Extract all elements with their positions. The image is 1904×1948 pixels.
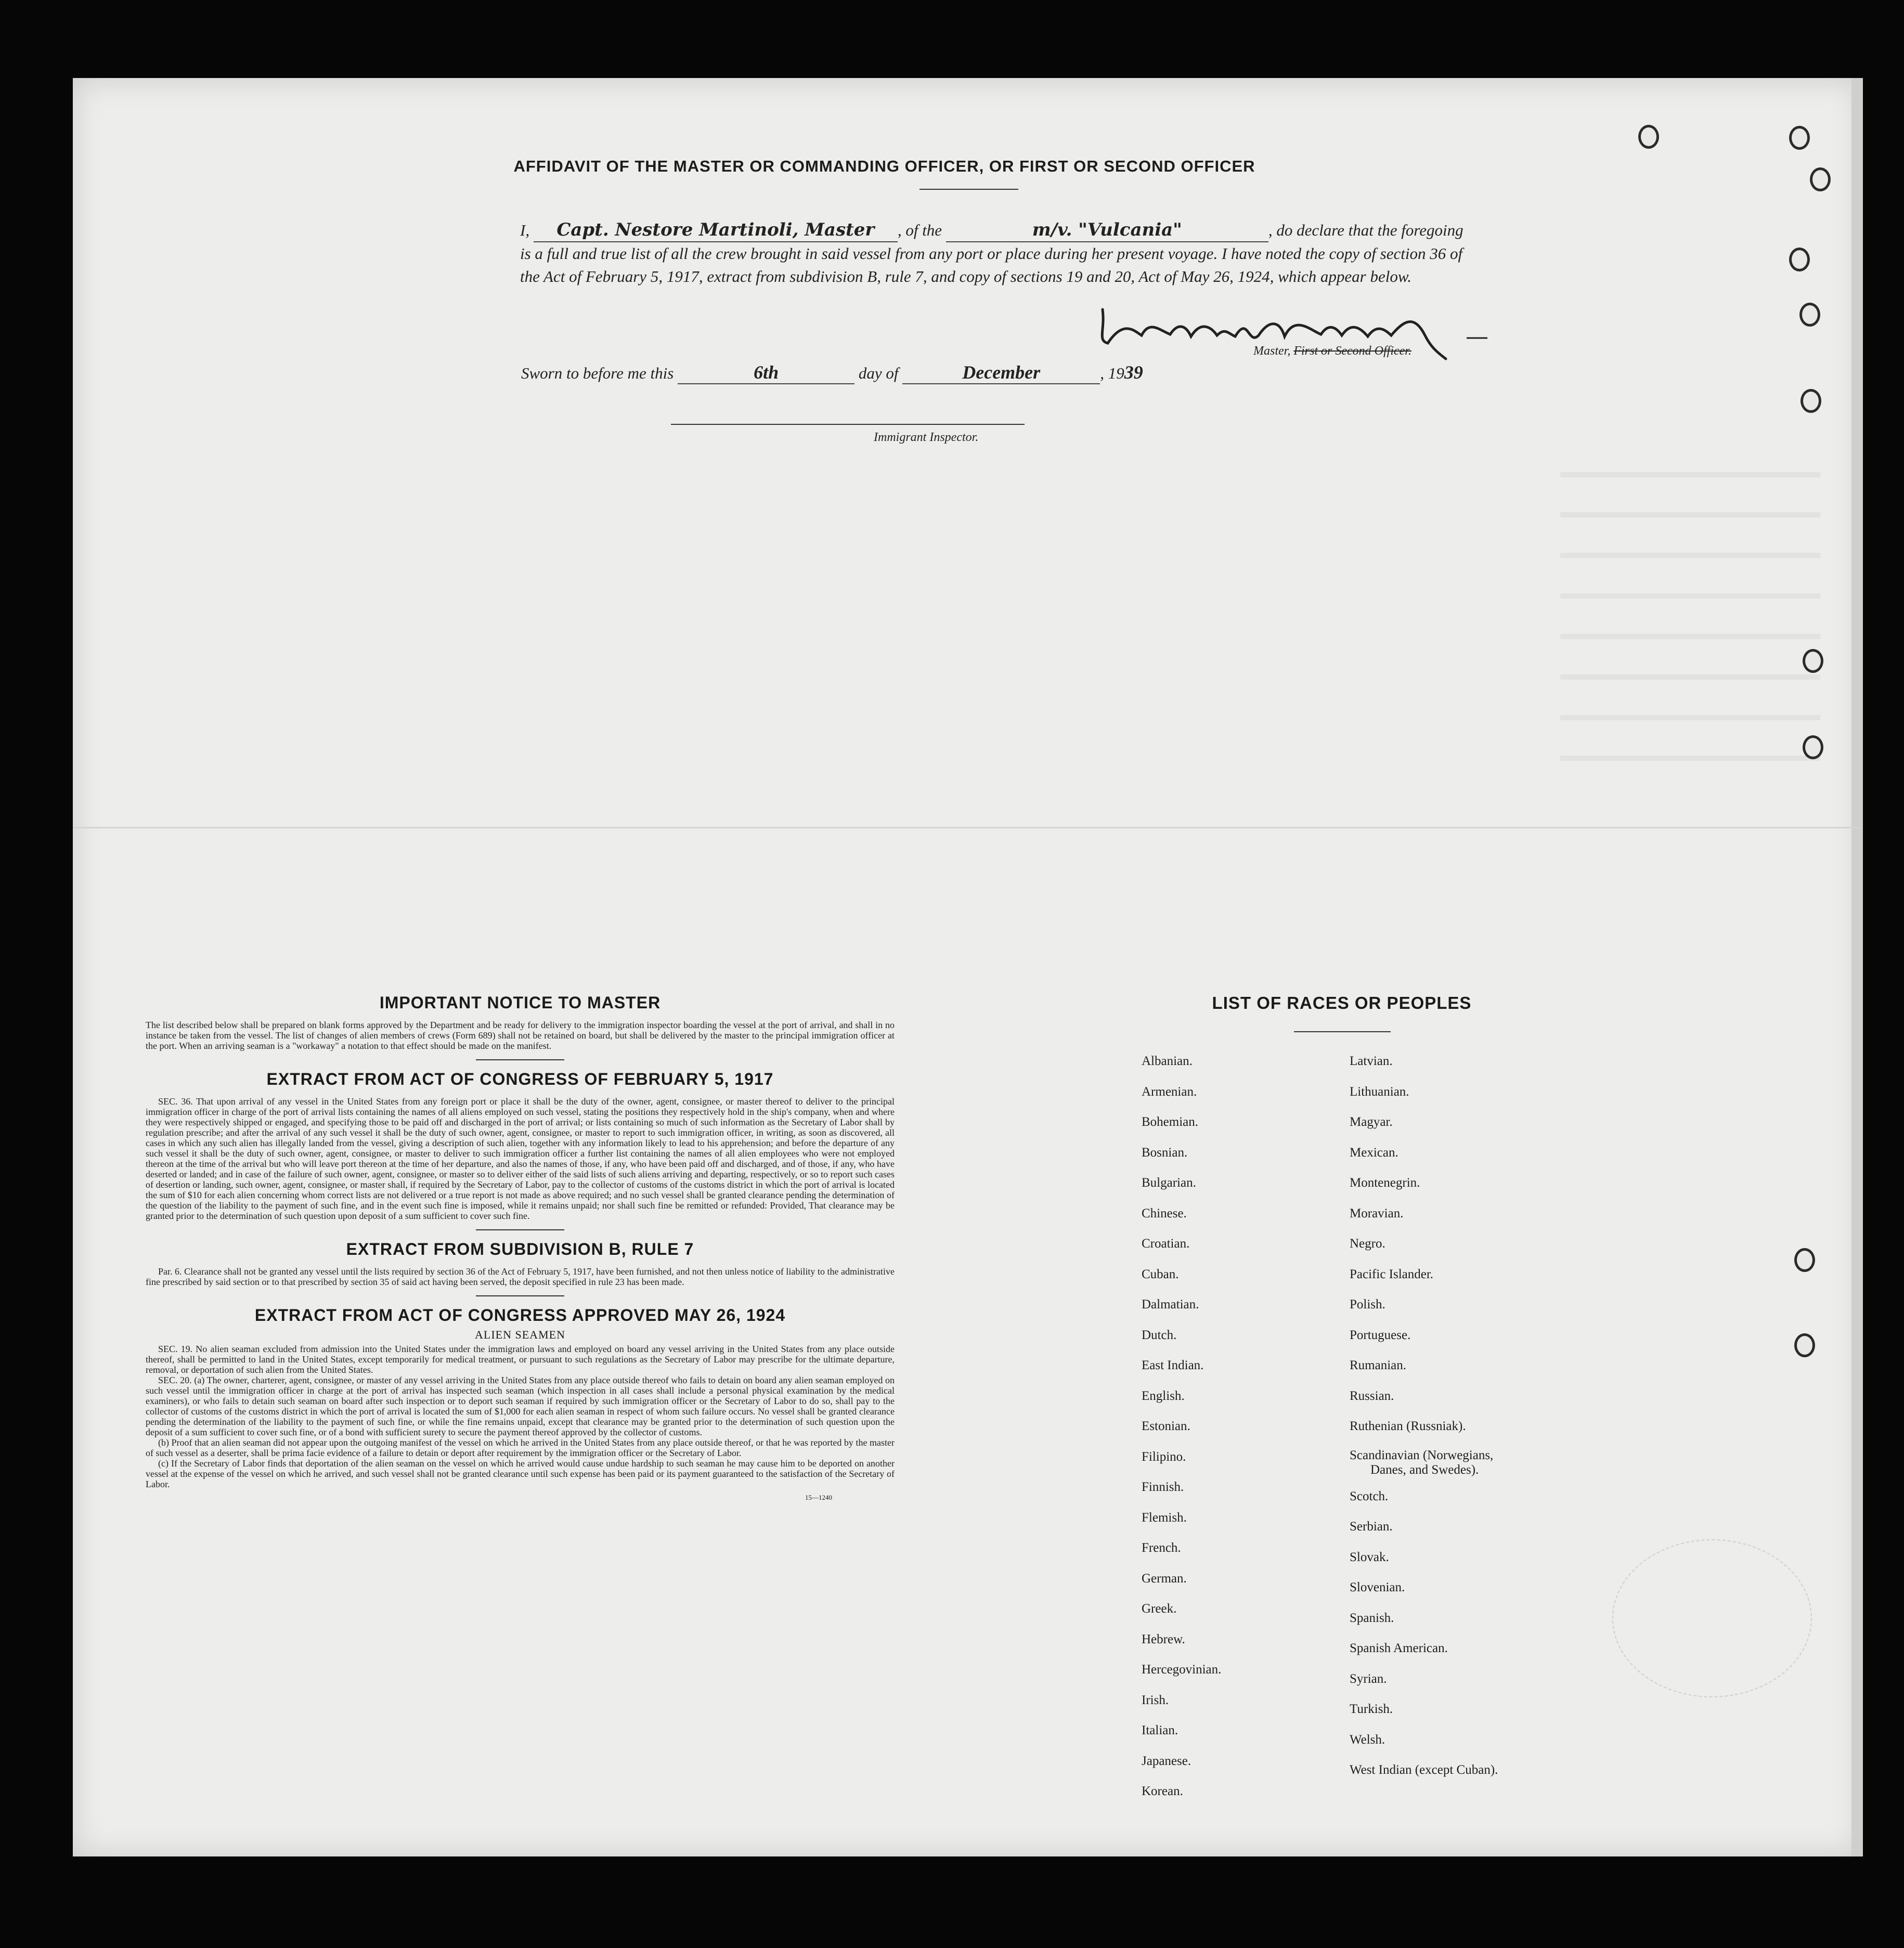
notice-text: The list described below shall be prepared on blank forms approved by the Department and be ready for delivery to the immigration inspector boarding the vessel at the port of arrival, and shall in no instance be taken from the vessel. The list of changes of alien members of crews (Form 689) shall not be retained on board, but shall be delivered by the master to the principal immigration officer at the port. When an arriving seaman is a "workaway" a notation to that effect should be made on the manifest. [146, 1020, 895, 1051]
binder-hole [1789, 126, 1810, 150]
race-item: German. [1142, 1571, 1187, 1586]
declaration-body: , do declare that the foregoing is a full and true list of all the crew brought in said vessel from any port or place during her present voyage. I have noted the copy of section 36 of the Act of February 5, 1917, extract from subdivision B, rule 7, and copy of sections 19 and 20, Act of May 26, 1924, which appear below. [520, 221, 1463, 285]
race-item: Croatian. [1142, 1237, 1190, 1251]
signature-caption [1253, 344, 1411, 358]
race-item: Bosnian. [1142, 1145, 1188, 1160]
section-rule [476, 1059, 564, 1060]
bleed-through-row [1560, 593, 1820, 599]
race-item: French. [1142, 1541, 1181, 1555]
sworn-year-prefix: , 19 [1100, 364, 1124, 382]
signature-caption-struck: First or Second Officer. [1293, 344, 1411, 358]
binder-hole [1794, 1248, 1815, 1272]
race-item: Chinese. [1142, 1206, 1187, 1220]
race-item: Russian. [1350, 1388, 1394, 1403]
race-item: Bulgarian. [1142, 1176, 1196, 1190]
race-item: Hebrew. [1142, 1632, 1185, 1646]
bleed-through-row [1560, 634, 1820, 639]
binder-hole [1803, 735, 1823, 759]
bleed-through-row [1560, 512, 1820, 517]
signature-caption-master: Master, [1253, 344, 1291, 358]
act-1924-sec20b: (b) Proof that an alien seaman did not appear upon the outgoing manifest of the vessel on which he arrived in the United States from any place outside thereof, or that he was reported by the master of such vessel as a deserter, shall be prima facie evidence of a failure to detain or deport after requirement by the immigration officer or the Secretary of Labor. [146, 1437, 895, 1458]
race-item: Latvian. [1350, 1054, 1393, 1068]
rule-7-body [146, 1266, 895, 1287]
act-1924-sec20a: SEC. 20. (a) The owner, charterer, agent, consignee, or master of any vessel arriving in the United States from any place outside thereof who fails to detain on board any alien seaman employed on such vessel until the immigration officer in charge at the port of arrival has inspected such seaman (which inspection in all cases shall include a personal physical examination by the medical examiners), or who fails to detain such seaman on board after such inspection or to deport such seaman if required by such immigration officer or the Secretary of Labor to do so, shall pay to the collector of customs of the customs district in which the port of arrival is located the sum of $1,000 for each alien seaman in respect of whom such failure occurs. No vessel shall be granted clearance pending the determination of the liability to the payment of such fine, or while the fine remains unpaid, except that clearance may be granted prior to the determination of such question upon the deposit of a sum sufficient to cover such fine, or of a bond with sufficient surety to secure the payment thereof approved by the collector of customs. [146, 1375, 895, 1437]
binder-hole [1638, 125, 1659, 149]
declaration-of-the: , of the [897, 221, 942, 239]
bleed-through-row [1560, 756, 1820, 761]
race-item: Serbian. [1350, 1520, 1393, 1534]
rule-7-text: Par. 6. Clearance shall not be granted any vessel until the lists required by section 36 of the Act of February 5, 1917, have been furnished, and not then unless notice of liability to the administrative fine prescribed by said section or to that prescribed by section 35 of said act having been served, the deposit specified in rule 23 has been made. [146, 1266, 895, 1287]
race-item: Slovak. [1350, 1550, 1389, 1564]
race-item: Finnish. [1142, 1480, 1184, 1494]
race-item: Hercegovinian. [1142, 1663, 1222, 1677]
bleed-through-row [1560, 674, 1820, 680]
faded-stamp [1612, 1539, 1812, 1697]
race-item: Greek. [1142, 1602, 1177, 1616]
race-item: Lithuanian. [1350, 1084, 1409, 1099]
act-1924-body [146, 1344, 895, 1489]
race-item: Rumanian. [1350, 1358, 1407, 1372]
races-left-column [1142, 1046, 1221, 1807]
race-item: Bohemian. [1142, 1115, 1199, 1129]
race-item: Filipino. [1142, 1449, 1186, 1464]
sworn-line [521, 361, 1143, 384]
race-item: Flemish. [1142, 1510, 1187, 1525]
race-item: Korean. [1142, 1784, 1183, 1798]
race-item: Japanese. [1142, 1754, 1191, 1768]
fold-line [73, 827, 1862, 828]
race-item: Armenian. [1142, 1084, 1197, 1099]
sworn-prefix: Sworn to before me this [521, 364, 674, 382]
race-item: Ruthenian (Russniak). [1350, 1419, 1466, 1433]
race-item: Polish. [1350, 1297, 1385, 1311]
race-item: Albanian. [1142, 1054, 1193, 1068]
race-item: Spanish. [1350, 1611, 1394, 1625]
binder-hole [1794, 1333, 1815, 1357]
binder-hole [1789, 248, 1810, 271]
race-item: West Indian (except Cuban). [1350, 1763, 1498, 1777]
master-name-field: Capt. Nestore Martinoli, Master [534, 218, 898, 242]
race-item: Portuguese. [1350, 1328, 1411, 1342]
sheet-edge [1851, 78, 1863, 1856]
notice-body [146, 1020, 895, 1051]
form-number: 15—1240 [805, 1494, 832, 1501]
act-1917-body [146, 1096, 895, 1221]
race-item-scandinavian [1350, 1442, 1498, 1482]
sworn-year-field: 39 [1124, 362, 1143, 383]
race-item-line: Danes, and Swedes). [1370, 1462, 1479, 1477]
race-item: Estonian. [1142, 1419, 1190, 1433]
section-rule [476, 1295, 564, 1296]
vessel-name-field: m/v. "Vulcania" [946, 218, 1268, 242]
race-item: Montenegrin. [1350, 1176, 1420, 1190]
race-item: Dutch. [1142, 1328, 1177, 1342]
inspector-caption: Immigrant Inspector. [874, 431, 979, 444]
races-right-column [1350, 1046, 1498, 1786]
race-item: Moravian. [1350, 1206, 1404, 1220]
race-item: Mexican. [1350, 1145, 1398, 1160]
race-item: Negro. [1350, 1237, 1385, 1251]
bleed-through-row [1560, 472, 1820, 477]
notices-column [146, 993, 895, 1502]
act-1924-subtitle: ALIEN SEAMEN [475, 1328, 565, 1341]
act-1924-sec20c: (c) If the Secretary of Labor finds that deportation of the alien seaman on the vessel on which he arrived would cause undue hardship to such seaman he may cause him to be deported on another vessel at the expense of the vessel on which he arrived, and such vessel shall not be granted clearance until such expense has been paid or its payment guaranteed to the satisfaction of the Secretary of Labor. [146, 1458, 895, 1489]
notice-title: IMPORTANT NOTICE TO MASTER [379, 993, 661, 1012]
race-item: Cuban. [1142, 1267, 1179, 1281]
affidavit-title: AFFIDAVIT OF THE MASTER OR COMMANDING OFFICER, OR FIRST OR SECOND OFFICER [513, 157, 1255, 175]
section-rule [476, 1229, 564, 1230]
race-item: Slovenian. [1350, 1580, 1405, 1594]
act-1917-title: EXTRACT FROM ACT OF CONGRESS OF FEBRUARY 5, 1917 [266, 1070, 774, 1088]
binder-hole [1801, 389, 1821, 413]
race-item: Italian. [1142, 1723, 1178, 1737]
bleed-through-row [1560, 715, 1820, 720]
binder-hole [1803, 649, 1823, 673]
title-rule [919, 189, 1018, 190]
race-item: Dalmatian. [1142, 1297, 1199, 1311]
race-item: Spanish American. [1350, 1641, 1448, 1655]
race-item: Pacific Islander. [1350, 1267, 1434, 1281]
race-item: Turkish. [1350, 1702, 1393, 1716]
inspector-signature-line [671, 424, 1025, 425]
race-item: East Indian. [1142, 1358, 1204, 1372]
race-item: Scotch. [1350, 1489, 1389, 1503]
sworn-month-field: December [902, 361, 1100, 384]
rule-7-title: EXTRACT FROM SUBDIVISION B, RULE 7 [346, 1240, 694, 1258]
bleed-through-row [1560, 553, 1820, 558]
declaration [520, 218, 1467, 288]
race-item: Magyar. [1350, 1115, 1393, 1129]
document-sheet [73, 78, 1862, 1856]
act-1924-sec19: SEC. 19. No alien seaman excluded from admission into the United States under the immigration laws and employed on board any vessel arriving in the United States from any place outside thereof, shall be permitted to land in the United States, except temporarily for medical treatment, or pursuant to such regulations as the Secretary of Labor may prescribe for the ultimate departure, removal, or deportation of such alien from the United States. [146, 1344, 895, 1375]
race-item: Syrian. [1350, 1671, 1387, 1686]
act-1917-text: SEC. 36. That upon arrival of any vessel in the United States from any foreign port or place it shall be the duty of the owner, agent, consignee, or master thereof to deliver to the principal immigration officer in charge of the port of arrival lists containing the names of all aliens employed on such vessel, stating the positions they respectively hold in the ship's company, when and where they were respectively shipped or engaged, and specifying those to be paid off and discharged in the port of arrival; or lists containing so much of such information as the Secretary of Labor shall by regulation prescribe; and after the arrival of any such vessel it shall be the duty of such owner, agent, consignee, or master to report to such immigration officer, in writing, as soon as discovered, all cases in which any such alien has illegally landed from the vessel, giving a description of such alien, together with any information likely to lead to his apprehension; and before the departure of any such vessel it shall be the duty of such owner, agent, consignee, or master to deliver to such immigration officer a further list containing the names of all alien employees who were not employed thereon at the time of the arrival but who will leave port thereon at the time of her departure, and also the names of those, if any, who have been paid off and discharged, and of those, if any, who have deserted or landed; and in case of the failure of such owner, agent, consignee, or master so to deliver either of the said lists of such aliens arriving and departing, respectively, or so to report such cases of desertion or landing, such owner, agent, consignee, or master shall, if required by the Secretary of Labor, pay to the collector of customs of the customs district in which the port of arrival is located the sum of $10 for each alien concerning whom correct lists are not delivered or a true report is not made as above required; and no such vessel shall be granted clearance pending the determination of the question of the liability to the payment of such fine, and in the event such fine is imposed, while it remains unpaid; nor shall such fine be remitted or refunded: Provided, That clearance may be granted prior to the determination of such question upon deposit of a sum sufficient to cover such fine. [146, 1096, 895, 1221]
act-1924-title: EXTRACT FROM ACT OF CONGRESS APPROVED MAY 26, 1924 [254, 1306, 786, 1324]
sworn-day-field: 6th [678, 361, 854, 384]
declaration-prefix: I, [520, 221, 530, 239]
race-item: Irish. [1142, 1693, 1169, 1707]
binder-hole [1799, 303, 1820, 327]
races-rule [1294, 1031, 1391, 1032]
races-title: LIST OF RACES OR PEOPLES [1212, 993, 1472, 1012]
race-item: English. [1142, 1388, 1185, 1403]
race-item-line: Scandinavian (Norwegians, [1350, 1448, 1494, 1462]
sworn-day-of: day of [858, 364, 899, 382]
race-item: Welsh. [1350, 1732, 1385, 1747]
